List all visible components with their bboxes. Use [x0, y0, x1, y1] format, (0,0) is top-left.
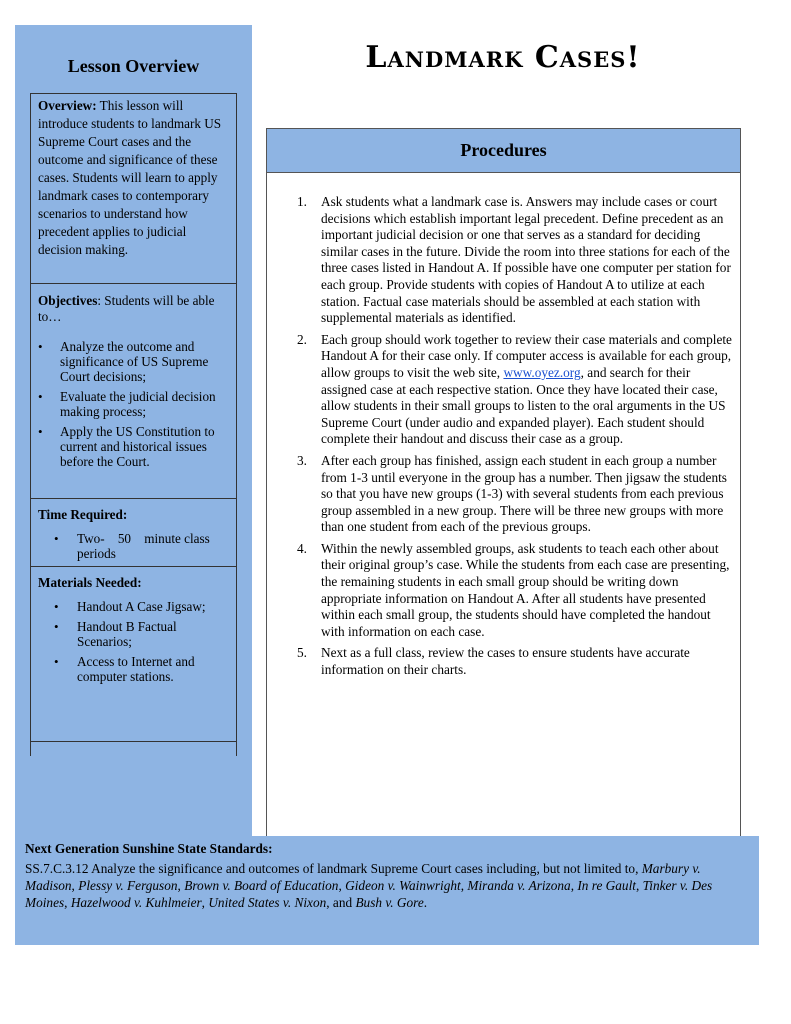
case-name: Bush v. Gore: [355, 895, 424, 910]
separator: ,: [460, 878, 468, 893]
step-text: Ask students what a landmark case is. Answers may include cases or court decisions which establish important legal precedent. Define precedent as an important judicial decision or one that serves as a standard for deciding similar cases in the future. Divide the room into three stations for each of the three cases listed in Handout A. If possible have one computer per station for each group. Provide students with copies of Handout A to utilize at each station. Factual case materials should be assembled at each station with supplemental materials as identified.: [321, 194, 731, 326]
standards-text: [25, 860, 750, 911]
materials-list: [38, 599, 230, 684]
case-name: United States v. Nixon: [208, 895, 327, 910]
materials-label: Materials Needed:: [38, 575, 142, 590]
materials-section: [31, 566, 236, 741]
separator: ,: [338, 878, 346, 893]
case-name: Hazelwood v. Kuhlmeier: [70, 895, 202, 910]
time-item: • Two- 50 minute class periods: [38, 531, 230, 561]
case-name: Gideon v. Wainwright: [345, 878, 461, 893]
objectives-label: Objectives: [38, 293, 98, 308]
material-item: • Handout A Case Jigsaw;: [38, 599, 230, 614]
case-name: Plessy v. Ferguson: [78, 878, 178, 893]
sidebar-title: Lesson Overview: [67, 56, 200, 76]
time-label: Time Required:: [38, 507, 128, 522]
objectives-section: [31, 283, 236, 498]
procedure-step: 2. Each group should work together to review their case materials and complete Handout A for their case only. If computer access is available for each group, allow groups to visit the web site, www.oyez.org, and search for their assigned case at each respective station. Once they have located their case, allow students in their small groups to listen to the oral arguments in the US Supreme Court (under audio and expanded player). Each student should complete their handout and discuss their case as a group.: [297, 331, 732, 447]
separator: ,: [177, 878, 185, 893]
standards-title: Next Generation Sunshine State Standards:: [25, 841, 273, 856]
case-name: In re Gault: [577, 878, 636, 893]
step-text: After each group has finished, assign each student in each group a number from 1-3 until everyone in the group has a number. Then jigsaw the students so that you have new groups (1-3) with several students from each previous group assembled in a new group. There will be three new groups with more than one student from each of the previous groups.: [321, 452, 727, 535]
objective-item: • Evaluate the judicial decision making process;: [38, 389, 230, 419]
standards-footer: [15, 836, 759, 945]
objective-item: • Analyze the outcome and significance of US Supreme Court decisions;: [38, 339, 230, 384]
procedures-header: Procedures: [267, 129, 740, 173]
objective-item: • Apply the US Constitution to current and historical issues before the Court.: [38, 424, 230, 469]
material-item: • Access to Internet and computer stations.: [38, 654, 230, 684]
separator: .: [423, 895, 428, 910]
procedure-step: 5. Next as a full class, review the cases to ensure students have accurate information on their charts.: [297, 645, 690, 678]
overview-label: Overview:: [38, 98, 97, 113]
sidebar-box: [30, 93, 237, 756]
procedure-step: 4. Within the newly assembled groups, ask students to teach each other about their original group’s case. While the students from each case are presenting, the remaining students in each small group should be writing down appropriate information on Handout A. After all students have presented within each small group, the students should have completed the handout with information on each case.: [297, 540, 730, 639]
step-text: Each group should work together to review their case materials and complete Handout A for their case only. If computer access is available for each group, allow groups to visit the web site,: [321, 331, 732, 380]
material-item: • Handout B Factual Scenarios;: [38, 619, 230, 649]
case-name: Miranda v. Arizona: [467, 878, 571, 893]
case-name: Brown v. Board of Education: [184, 878, 339, 893]
procedures-list: [297, 194, 733, 684]
case-name: Tinker v. Des Moines: [25, 878, 713, 910]
separator: ,: [201, 895, 209, 910]
step-text: Next as a full class, review the cases to ensure students have accurate information on their charts.: [321, 645, 690, 678]
objectives-intro: : Students will be able to…: [38, 293, 215, 324]
step-text: , and search for their assigned case at each respective station. Once they have located their case, allow students in their small groups to listen to the oral arguments in the US Supreme Court (under audio and expanded player). Each student should complete their handout and discuss their case as a group.: [321, 364, 726, 447]
time-list: [38, 531, 230, 561]
separator: , and: [326, 895, 356, 910]
overview-text: This lesson will introduce students to landmark US Supreme Court cases and the outcome and significance of these cases. Students will learn to apply landmark cases to contemporary scenarios to understand how precedent applies to judicial decision making.: [38, 98, 222, 257]
overview-section: [31, 94, 236, 283]
page-title: Landmark Cases!: [365, 40, 641, 75]
step-text: Within the newly assembled groups, ask students to teach each other about their original group’s case. While the students from each case are presenting, the remaining students in each small group should be writing down appropriate information on Handout A. After all students have presented within each small group, the students should have completed the handout with information on each case.: [321, 540, 730, 639]
separator: ,: [570, 878, 578, 893]
procedure-step: 3. After each group has finished, assign each student in each group a number from 1-3 until everyone in the group has a number. Then jigsaw the students so that you have new groups (1-3) with several students from each previous group assembled in a new group. There will be three new groups with more than one student from each of the previous groups.: [297, 452, 727, 535]
time-section: [31, 498, 236, 566]
empty-section: [31, 741, 236, 756]
separator: ,: [635, 878, 643, 893]
procedures-box: [266, 128, 741, 837]
separator: ,: [71, 878, 79, 893]
case-name: Marbury v. Madison: [25, 861, 701, 893]
standards-lead: SS.7.C.3.12 Analyze the significance and outcomes of landmark Supreme Court cases including, but not limited to,: [25, 861, 642, 876]
separator: ,: [64, 895, 71, 910]
lesson-overview-sidebar: [15, 25, 252, 836]
objectives-list: [38, 339, 230, 469]
oyez-link[interactable]: www.oyez.org: [503, 364, 581, 380]
procedure-step: 1. Ask students what a landmark case is. Answers may include cases or court decisions which establish important legal precedent. Define precedent as an important judicial decision or one that serves as a standard for deciding similar cases in the future. Divide the room into three stations for each of the three cases listed in Handout A. If possible have one computer per station for each group. Provide students with copies of Handout A to utilize at each station. Factual case materials should be assembled at each station with supplemental materials as identified.: [297, 194, 731, 326]
